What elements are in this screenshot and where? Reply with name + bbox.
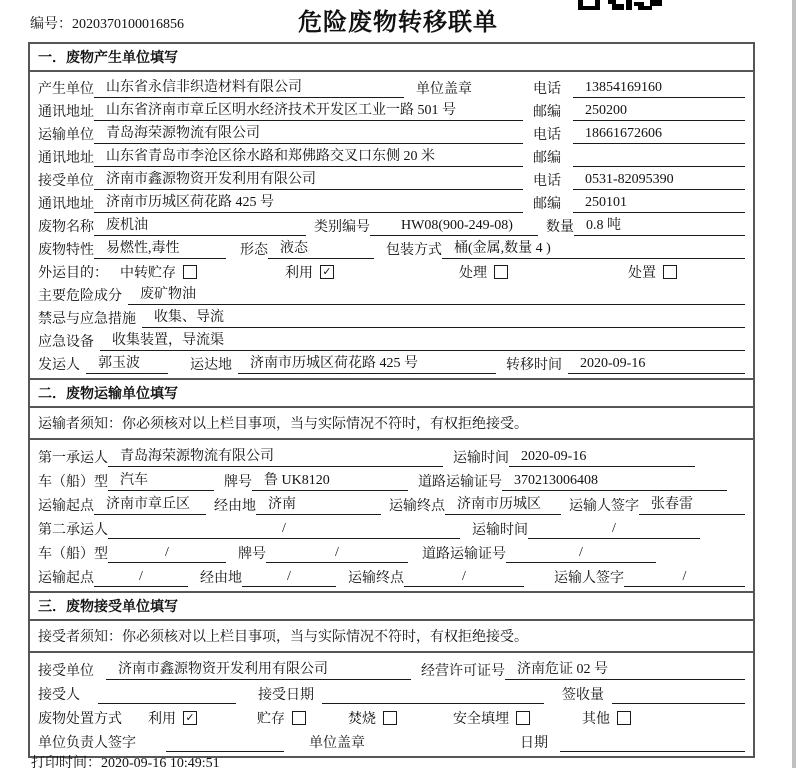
accept-unit-value: 济南市鑫源物资开发利用有限公司 (106, 658, 411, 680)
plate1-label: 牌号 (224, 475, 252, 490)
addr2-value: 山东省青岛市李沧区徐水路和郑佛路交叉口东侧 20 米 (94, 145, 523, 167)
consignor-value: 郭玉波 (86, 352, 168, 374)
checkbox-transfer-storage (183, 265, 197, 279)
row-carrier1 (38, 443, 745, 467)
form-value: 液态 (268, 237, 374, 259)
category-value: HW08(900-249-08) (370, 218, 538, 236)
disposal-option-utilize (148, 708, 197, 728)
phone3-label: 电话 (533, 174, 561, 189)
row-hazard (38, 282, 745, 305)
addr1-label: 通讯地址 (38, 105, 94, 120)
section3-notice: 接受者须知：你必须核对以上栏目事项，当与实际情况不符时，有权拒绝接受。 (30, 621, 753, 653)
qr-code-icon (578, 0, 662, 10)
disposal-label: 废物处置方式 (38, 712, 122, 727)
serial-value: 2020370100016856 (72, 17, 184, 32)
hazard-label: 主要危险成分 (38, 289, 122, 304)
checkbox-incinerate (383, 711, 397, 725)
row-vehicle2 (38, 539, 745, 563)
end1-value: 济南市历城区 (445, 493, 561, 515)
disposal-option-utilize-label: 利用 (148, 712, 176, 727)
consignor-label: 发运人 (38, 358, 80, 373)
producer-label: 产生单位 (38, 82, 94, 97)
permit-label: 经营许可证号 (421, 664, 505, 679)
row-waste-trait (38, 236, 745, 259)
zip1-value: 250200 (573, 103, 745, 121)
via2-label: 经由地 (200, 571, 242, 586)
row-chief-sign (38, 728, 745, 752)
phone2-label: 电话 (533, 128, 561, 143)
serial-label: 编号： (30, 17, 72, 32)
sign2-label: 运输人签字 (554, 571, 624, 586)
producer-value: 山东省永信非织造材料有限公司 (94, 76, 404, 98)
section3-fields (30, 653, 753, 756)
row-disposal (38, 704, 745, 728)
via1-value: 济南 (256, 493, 381, 515)
checkbox-dispose (663, 265, 677, 279)
row-producer (38, 75, 745, 98)
taboo-value: 收集、导流 (142, 306, 745, 328)
sign2-value: / (624, 569, 745, 587)
checkbox-use: ✓ (320, 265, 334, 279)
time1-value: 2020-09-16 (509, 449, 695, 467)
checkbox-utilize: ✓ (183, 711, 197, 725)
pack-value: 桶(金属,数量 4 ) (442, 237, 745, 259)
end1-label: 运输终点 (389, 499, 445, 514)
time2-label: 运输时间 (472, 523, 528, 538)
plate1-value: 鲁 UK8120 (252, 469, 408, 491)
phone2-value: 18661672606 (573, 126, 745, 144)
purpose-option-use (285, 262, 334, 282)
qty-value: 0.8 吨 (574, 214, 745, 236)
category-label: 类别编号 (314, 220, 370, 235)
section1-fields (30, 72, 753, 378)
row-producer-address (38, 98, 745, 121)
vehicle2-label: 车（船）型 (38, 547, 108, 562)
via1-label: 经由地 (214, 499, 256, 514)
phone3-value: 0531-82095390 (573, 172, 745, 190)
time2-value: / (528, 521, 700, 539)
purpose-option-dispose-label: 处置 (628, 266, 656, 281)
zip1-label: 邮编 (533, 105, 561, 120)
accept-date-value (322, 702, 544, 704)
purpose-option-use-label: 利用 (285, 266, 313, 281)
carrier1-label: 第一承运人 (38, 451, 108, 466)
page-edge-strip (792, 0, 796, 768)
manifest-form (28, 42, 755, 758)
purpose-option-transfer-storage (120, 262, 197, 282)
row-equipment (38, 328, 745, 351)
disposal-option-incinerate-label: 焚烧 (348, 712, 376, 727)
road1-value: 370213006408 (502, 473, 727, 491)
section2-header: 二．废物运输单位填写 (30, 378, 753, 408)
seal-date-value (560, 750, 745, 752)
disposal-option-store (257, 708, 306, 728)
addr1-value: 山东省济南市章丘区明水经济技术开发区工业一路 501 号 (94, 99, 523, 121)
origin1-label: 运输起点 (38, 499, 94, 514)
permit-value: 济南危证 02 号 (505, 658, 745, 680)
origin2-label: 运输起点 (38, 571, 94, 586)
phone1-label: 电话 (533, 82, 561, 97)
seal-date-label: 日期 (520, 736, 548, 751)
addr2-label: 通讯地址 (38, 151, 94, 166)
row-transporter (38, 121, 745, 144)
disposal-option-incinerate (348, 708, 397, 728)
accept-date-label: 接受日期 (258, 688, 314, 703)
addr3-value: 济南市历城区荷花路 425 号 (94, 191, 523, 213)
row-carrier2 (38, 515, 745, 539)
pack-label: 包装方式 (386, 243, 442, 258)
form-label: 形态 (240, 243, 268, 258)
road2-value: / (506, 545, 656, 563)
zip2-value (573, 165, 745, 167)
zip3-label: 邮编 (533, 197, 561, 212)
waste-name-label: 废物名称 (38, 220, 94, 235)
row-waste-name (38, 213, 745, 236)
time1-label: 运输时间 (453, 451, 509, 466)
sign1-value: 张春雷 (639, 493, 745, 515)
purpose-option-treat-label: 处理 (459, 266, 487, 281)
end2-label: 运输终点 (348, 571, 404, 586)
chief-sign-label: 单位负责人签字 (38, 736, 136, 751)
row-vehicle1 (38, 467, 745, 491)
disposal-option-landfill (453, 708, 530, 728)
zip2-label: 邮编 (533, 151, 561, 166)
amount-value (612, 702, 745, 704)
purpose-label: 外运目的： (38, 266, 108, 281)
road1-label: 道路运输证号 (418, 475, 502, 490)
purpose-option-treat (459, 262, 508, 282)
purpose-option-transfer-storage-label: 中转贮存 (120, 266, 176, 281)
section2-notice: 运输者须知：你必须核对以上栏目事项，当与实际情况不符时，有权拒绝接受。 (30, 408, 753, 440)
trait-label: 废物特性 (38, 243, 94, 258)
disposal-option-landfill-label: 安全填埋 (453, 712, 509, 727)
origin1-value: 济南市章丘区 (94, 493, 206, 515)
receiver-value: 济南市鑫源物资开发利用有限公司 (94, 168, 523, 190)
checkbox-landfill (516, 711, 530, 725)
transporter-label: 运输单位 (38, 128, 94, 143)
print-time-line (31, 752, 220, 768)
transfer-date-label: 转移时间 (506, 358, 562, 373)
amount-label: 签收量 (562, 688, 604, 703)
carrier2-value: / (108, 521, 460, 539)
row-purpose (38, 259, 745, 282)
carrier2-label: 第二承运人 (38, 523, 108, 538)
checkbox-other (617, 711, 631, 725)
qty-label: 数量 (546, 220, 574, 235)
carrier1-value: 青岛海荣源物流有限公司 (108, 445, 443, 467)
transfer-date-value: 2020-09-16 (568, 356, 745, 374)
plate2-value: / (266, 545, 408, 563)
page-title: 危险废物转移联单 (298, 10, 498, 36)
section1-header: 一．废物产生单位填写 (30, 44, 753, 72)
purpose-option-dispose (628, 262, 677, 282)
row-accept-unit (38, 656, 745, 680)
recipient-label: 接受人 (38, 688, 80, 703)
equip-label: 应急设备 (38, 335, 94, 350)
checkbox-treat (494, 265, 508, 279)
row-route1 (38, 491, 745, 515)
taboo-label: 禁忌与应急措施 (38, 312, 136, 327)
row-transporter-address (38, 144, 745, 167)
disposal-option-other (582, 708, 631, 728)
unit-seal2-label: 单位盖章 (309, 736, 365, 751)
disposal-option-store-label: 贮存 (257, 712, 285, 727)
origin2-value: / (94, 569, 188, 587)
checkbox-store (292, 711, 306, 725)
vehicle1-value: 汽车 (108, 469, 214, 491)
row-recipient (38, 680, 745, 704)
plate2-label: 牌号 (238, 547, 266, 562)
equip-value: 收集装置，导流渠 (100, 329, 745, 351)
phone1-value: 13854169160 (573, 80, 745, 98)
vehicle2-value: / (108, 545, 226, 563)
disposal-option-other-label: 其他 (582, 712, 610, 727)
row-consignor (38, 351, 745, 374)
print-time-value: 2020-09-16 10:49:51 (101, 756, 220, 768)
vehicle1-label: 车（船）型 (38, 475, 108, 490)
row-route2 (38, 563, 745, 587)
transporter-value: 青岛海荣源物流有限公司 (94, 122, 523, 144)
print-time-label: 打印时间： (31, 756, 101, 768)
via2-value: / (242, 569, 336, 587)
section3-header: 三．废物接受单位填写 (30, 591, 753, 621)
accept-unit-label: 接受单位 (38, 664, 94, 679)
end2-value: / (404, 569, 524, 587)
dest-value: 济南市历城区荷花路 425 号 (238, 352, 496, 374)
addr3-label: 通讯地址 (38, 197, 94, 212)
recipient-value (98, 702, 236, 704)
section2-fields (30, 440, 753, 591)
unit-seal-label: 单位盖章 (416, 82, 472, 97)
dest-label: 运达地 (190, 358, 232, 373)
row-receiver-address (38, 190, 745, 213)
trait-value: 易燃性,毒性 (94, 237, 226, 259)
hazard-value: 废矿物油 (128, 283, 745, 305)
waste-name-value: 废机油 (94, 214, 306, 236)
row-receiver (38, 167, 745, 190)
zip3-value: 250101 (573, 195, 745, 213)
sign1-label: 运输人签字 (569, 499, 639, 514)
row-taboo (38, 305, 745, 328)
road2-label: 道路运输证号 (422, 547, 506, 562)
receiver-label: 接受单位 (38, 174, 94, 189)
